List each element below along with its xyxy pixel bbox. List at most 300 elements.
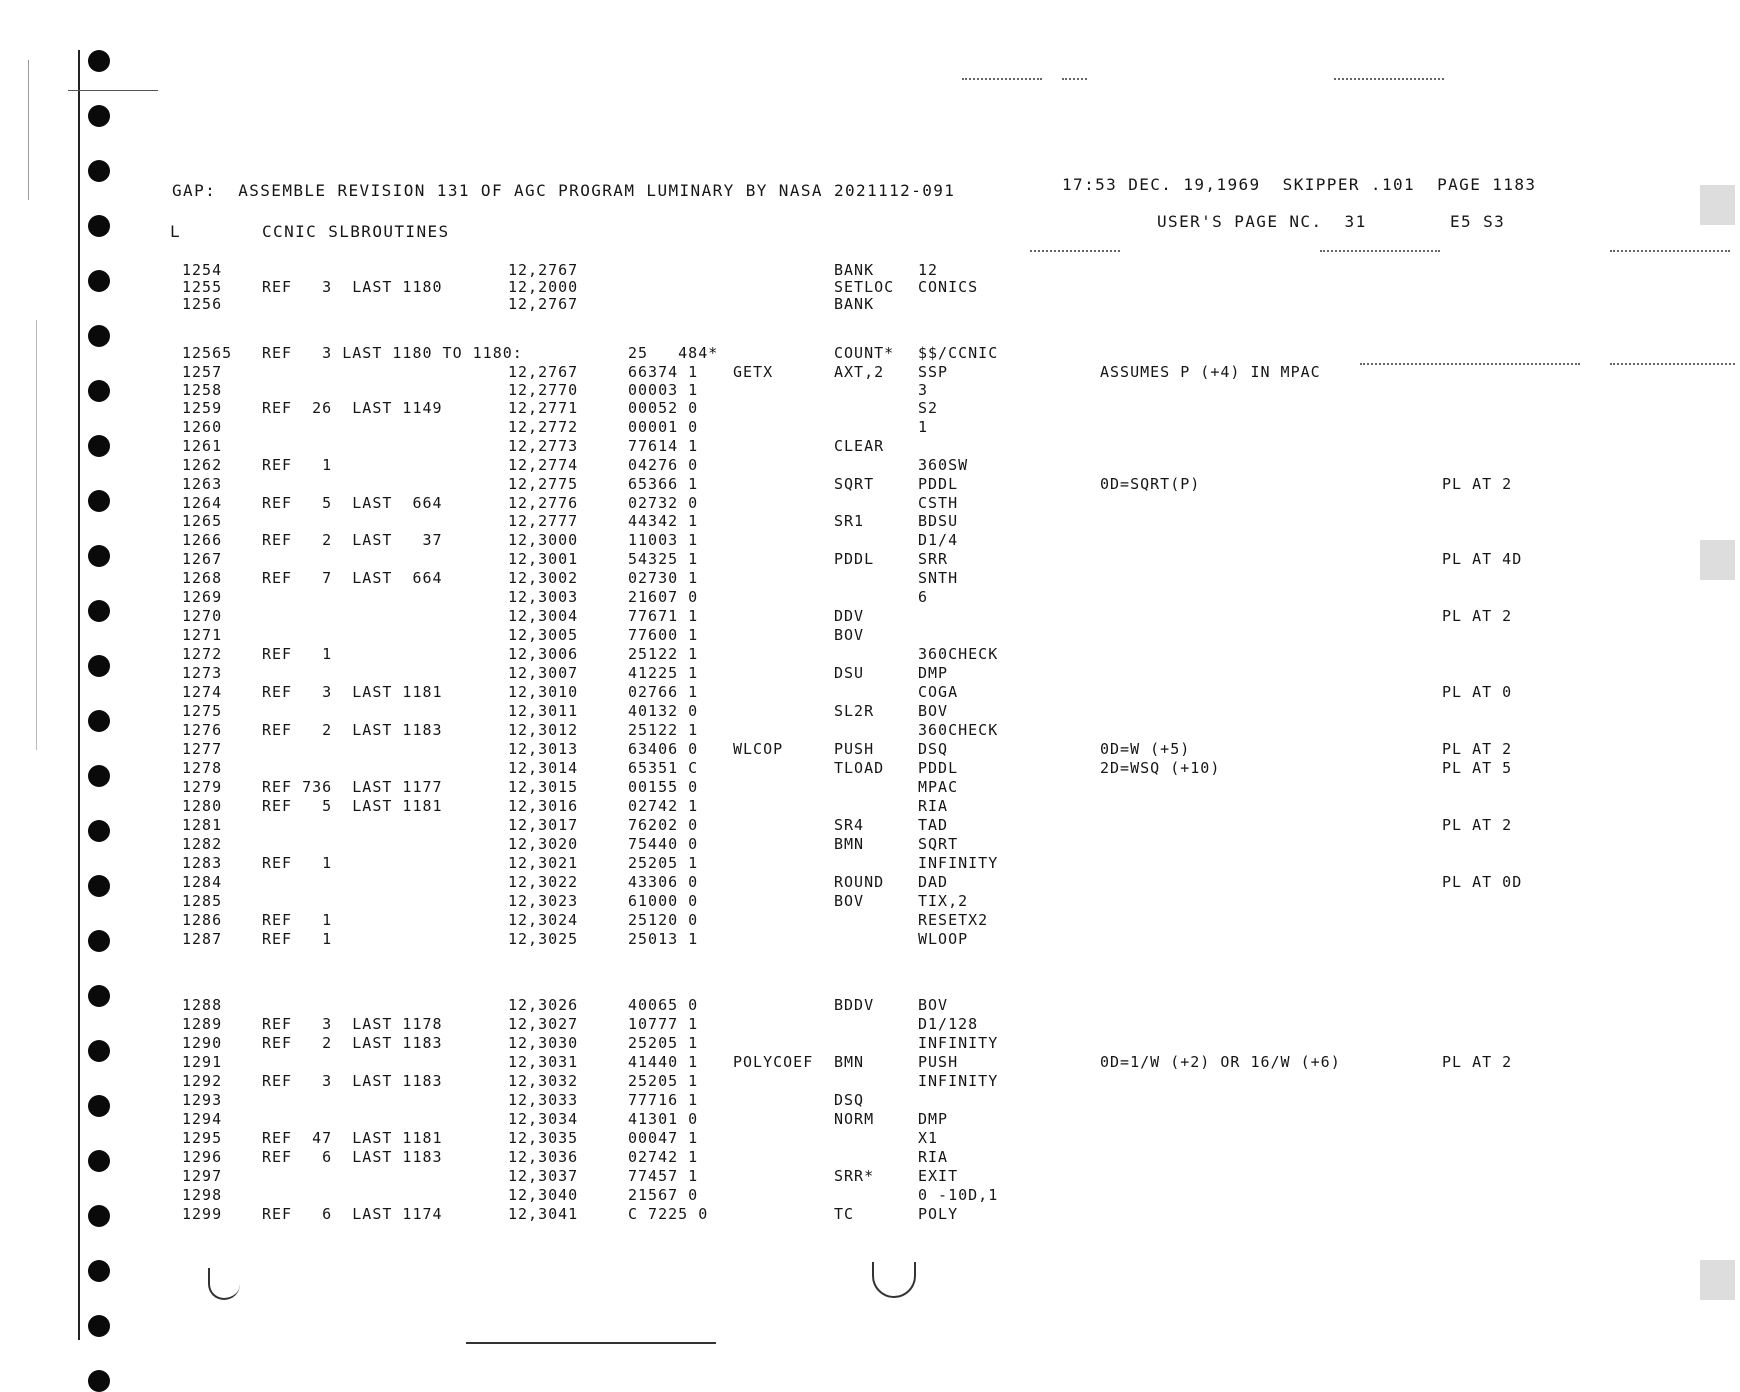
octal-word: 61000 0 [628, 892, 699, 910]
push-list-note: PL AT 2 [1442, 607, 1513, 625]
opcode: COUNT* [834, 344, 895, 362]
push-list-note: PL AT 2 [1442, 740, 1513, 758]
sequence-number: 1276 [182, 721, 223, 739]
listing-row [0, 1092, 1740, 1111]
location: 12,3033 [508, 1091, 579, 1109]
location: 12,3037 [508, 1167, 579, 1185]
octal-word: 25205 1 [628, 1072, 699, 1090]
location: 12,3023 [508, 892, 579, 910]
reference-note: REF 2 LAST 37 [262, 531, 443, 549]
sprocket-hole [88, 1315, 110, 1337]
sprocket-hole [88, 1260, 110, 1282]
operand: X1 [918, 1129, 939, 1147]
octal-word: 02732 0 [628, 494, 699, 512]
opcode: AXT,2 [834, 363, 885, 381]
listing-row [0, 817, 1740, 836]
sequence-number: 1290 [182, 1034, 223, 1052]
punch-arc [208, 1268, 240, 1300]
listing-row [0, 760, 1740, 779]
push-list-note: PL AT 2 [1442, 475, 1513, 493]
operand: 360SW [918, 456, 969, 474]
listing-row [0, 608, 1740, 627]
octal-word: 25205 1 [628, 854, 699, 872]
opcode: SETLOC [834, 278, 895, 296]
octal-word: 21607 0 [628, 588, 699, 606]
opcode: BMN [834, 835, 865, 853]
octal-word: 54325 1 [628, 550, 699, 568]
sprocket-hole [88, 1370, 110, 1392]
push-list-note: PL AT 2 [1442, 816, 1513, 834]
operand: 1 [918, 418, 929, 436]
listing-row [0, 1073, 1740, 1092]
listing-row [0, 1149, 1740, 1168]
sequence-number: 1274 [182, 683, 223, 701]
comment: 0D=W (+5) [1100, 740, 1191, 758]
location: 12,3017 [508, 816, 579, 834]
reference-note: REF 1 [262, 645, 333, 663]
listing-row [0, 1016, 1740, 1035]
octal-word: 00003 1 [628, 381, 699, 399]
header-title: GAP: ASSEMBLE REVISION 131 OF AGC PROGRAM LUMINARY BY NASA 2021112-091 [172, 181, 956, 200]
sequence-number: 1254 [182, 261, 223, 279]
instruction-label: POLYCOEF [733, 1053, 814, 1071]
sequence-number: 1267 [182, 550, 223, 568]
octal-word: 66374 1 [628, 363, 699, 381]
push-list-note: PL AT 5 [1442, 759, 1513, 777]
operand: D1/4 [918, 531, 959, 549]
location: 12,3004 [508, 607, 579, 625]
sequence-number: 1258 [182, 381, 223, 399]
location: 12,2771 [508, 399, 579, 417]
sequence-number: 1255 [182, 278, 223, 296]
octal-word: 00001 0 [628, 418, 699, 436]
opcode: DSU [834, 664, 865, 682]
reference-note: REF 1 [262, 854, 333, 872]
operand: CONICS [918, 278, 979, 296]
reference-note: REF 26 LAST 1149 [262, 399, 443, 417]
operand: INFINITY [918, 854, 999, 872]
opcode: SL2R [834, 702, 875, 720]
reference-note: REF 2 LAST 1183 [262, 721, 443, 739]
listing-row [0, 836, 1740, 855]
location: 12,2767 [508, 295, 579, 313]
sequence-number: 1264 [182, 494, 223, 512]
sprocket-hole [88, 325, 110, 347]
opcode: BANK [834, 261, 875, 279]
listing-row [0, 438, 1740, 457]
location: 12,3001 [508, 550, 579, 568]
opcode: CLEAR [834, 437, 885, 455]
opcode: DDV [834, 607, 865, 625]
listing-row [0, 722, 1740, 741]
operand: CSTH [918, 494, 959, 512]
sprocket-hole [88, 215, 110, 237]
reference-note: REF 1 [262, 930, 333, 948]
operand: D1/128 [918, 1015, 979, 1033]
location: 12,3024 [508, 911, 579, 929]
print-mark [1610, 250, 1730, 253]
operand: INFINITY [918, 1034, 999, 1052]
listing-row [0, 589, 1740, 608]
users-page-number: USER'S PAGE NC. 31 [1157, 212, 1367, 231]
location: 12,3010 [508, 683, 579, 701]
octal-word: 76202 0 [628, 816, 699, 834]
octal-word: 25205 1 [628, 1034, 699, 1052]
operand: DMP [918, 664, 949, 682]
operand: DAD [918, 873, 949, 891]
listing-row [0, 798, 1740, 817]
sequence-number: 1269 [182, 588, 223, 606]
operand: TIX,2 [918, 892, 969, 910]
location: 12,2772 [508, 418, 579, 436]
margin-rule-outer [28, 60, 29, 200]
listing-row [0, 400, 1740, 419]
operand: EXIT [918, 1167, 959, 1185]
operand: 3 [918, 381, 929, 399]
octal-word: 63406 0 [628, 740, 699, 758]
operand: 0 -10D,1 [918, 1186, 999, 1204]
listing-row [0, 570, 1740, 589]
sequence-number: 1260 [182, 418, 223, 436]
location: 12,3026 [508, 996, 579, 1014]
octal-word: 77457 1 [628, 1167, 699, 1185]
location: 12,2767 [508, 261, 579, 279]
listing-row [0, 296, 1740, 315]
octal-word: 65366 1 [628, 475, 699, 493]
sequence-number: 1292 [182, 1072, 223, 1090]
listing-row [0, 741, 1740, 760]
location: 12,2770 [508, 381, 579, 399]
operand: WLOOP [918, 930, 969, 948]
reference-note: REF 1 [262, 456, 333, 474]
sequence-number: 1284 [182, 873, 223, 891]
listing-row [0, 1054, 1740, 1073]
print-mark [1334, 78, 1444, 81]
sequence-number: 1275 [182, 702, 223, 720]
listing-row [0, 855, 1740, 874]
sequence-number: 1293 [182, 1091, 223, 1109]
sprocket-hole [88, 160, 110, 182]
opcode: SQRT [834, 475, 875, 493]
section-title: CCNIC SLBROUTINES [262, 222, 450, 241]
octal-word: 43306 0 [628, 873, 699, 891]
location: 12,3006 [508, 645, 579, 663]
sequence-number: 1285 [182, 892, 223, 910]
sequence-number: 1282 [182, 835, 223, 853]
listing-row [0, 997, 1740, 1016]
operand: MPAC [918, 778, 959, 796]
operand: RIA [918, 797, 949, 815]
octal-word: 25013 1 [628, 930, 699, 948]
location: 12,2000 [508, 278, 579, 296]
listing-row [0, 495, 1740, 514]
location: 12,3027 [508, 1015, 579, 1033]
listing-row [0, 665, 1740, 684]
operand: RIA [918, 1148, 949, 1166]
sprocket-hole [88, 105, 110, 127]
location: 12,3031 [508, 1053, 579, 1071]
sequence-number: 1261 [182, 437, 223, 455]
sequence-number: 1296 [182, 1148, 223, 1166]
operand: DSQ [918, 740, 949, 758]
opcode: SR1 [834, 512, 865, 530]
location: 12,3025 [508, 930, 579, 948]
listing-row [0, 1111, 1740, 1130]
octal-word: 77716 1 [628, 1091, 699, 1109]
octal-word: 25122 1 [628, 645, 699, 663]
sequence-number: 1259 [182, 399, 223, 417]
reference-note: REF 3 LAST 1178 [262, 1015, 443, 1033]
instruction-label: WLCOP [733, 740, 784, 758]
octal-word: 25120 0 [628, 911, 699, 929]
operand: POLY [918, 1205, 959, 1223]
octal-word: 44342 1 [628, 512, 699, 530]
sequence-number: 1281 [182, 816, 223, 834]
listing-row [0, 646, 1740, 665]
listing-row [0, 419, 1740, 438]
listing-row [0, 912, 1740, 931]
reference-note: REF 5 LAST 664 [262, 494, 443, 512]
sequence-number: 1294 [182, 1110, 223, 1128]
sequence-number: 1257 [182, 363, 223, 381]
octal-word: 04276 0 [628, 456, 699, 474]
location: 12,3015 [508, 778, 579, 796]
location: 12,3021 [508, 854, 579, 872]
opcode: BMN [834, 1053, 865, 1071]
print-mark [1030, 250, 1120, 253]
opcode: DSQ [834, 1091, 865, 1109]
operand: COGA [918, 683, 959, 701]
reference-note: REF 6 LAST 1183 [262, 1148, 443, 1166]
location: 12,3011 [508, 702, 579, 720]
operand: TAD [918, 816, 949, 834]
opcode: NORM [834, 1110, 875, 1128]
print-mark [962, 78, 1042, 81]
sequence-number: 1278 [182, 759, 223, 777]
operand: INFINITY [918, 1072, 999, 1090]
octal-word: 75440 0 [628, 835, 699, 853]
location: 12,3034 [508, 1110, 579, 1128]
location: 12,3014 [508, 759, 579, 777]
opcode: SRR* [834, 1167, 875, 1185]
octal-word: 02742 1 [628, 797, 699, 815]
header-date-page: 17:53 DEC. 19,1969 SKIPPER .101 PAGE 1183 [1062, 175, 1537, 194]
sequence-number: 1297 [182, 1167, 223, 1185]
operand: 360CHECK [918, 721, 999, 739]
edge-smudge [1700, 185, 1735, 225]
listing-row [0, 893, 1740, 912]
location: 12,2774 [508, 456, 579, 474]
octal-word: 02766 1 [628, 683, 699, 701]
location: 12,3013 [508, 740, 579, 758]
opcode: BDDV [834, 996, 875, 1014]
location: 12,3032 [508, 1072, 579, 1090]
sequence-number: 1263 [182, 475, 223, 493]
opcode: BOV [834, 626, 865, 644]
listing-row [0, 457, 1740, 476]
listing-row [0, 513, 1740, 532]
octal-word: 65351 C [628, 759, 699, 777]
location: 12,3000 [508, 531, 579, 549]
print-mark [1062, 78, 1087, 81]
opcode: BANK [834, 295, 875, 313]
sequence-number: 1273 [182, 664, 223, 682]
location: 12,3040 [508, 1186, 579, 1204]
sequence-number: 1298 [182, 1186, 223, 1204]
octal-word: 77600 1 [628, 626, 699, 644]
listing-row [0, 551, 1740, 570]
comment: ASSUMES P (+4) IN MPAC [1100, 363, 1321, 381]
comment: 0D=1/W (+2) OR 16/W (+6) [1100, 1053, 1341, 1071]
location: 12,3022 [508, 873, 579, 891]
reference-note: REF 7 LAST 664 [262, 569, 443, 587]
listing-row [0, 1187, 1740, 1206]
listing-row [0, 684, 1740, 703]
octal-word: 11003 1 [628, 531, 699, 549]
listing-row [0, 1168, 1740, 1187]
listing-row [0, 779, 1740, 798]
edge-smudge [1700, 1260, 1735, 1300]
octal-word: 25 484* [628, 344, 719, 362]
push-list-note: PL AT 2 [1442, 1053, 1513, 1071]
listing-row [0, 1206, 1740, 1225]
location: 12,3041 [508, 1205, 579, 1223]
operand: RESETX2 [918, 911, 989, 929]
location: 12,3020 [508, 835, 579, 853]
operand: PDDL [918, 475, 959, 493]
sequence-number: 1256 [182, 295, 223, 313]
location: 12,3016 [508, 797, 579, 815]
octal-word: 41225 1 [628, 664, 699, 682]
octal-word: C 7225 0 [628, 1205, 709, 1223]
octal-word: 40132 0 [628, 702, 699, 720]
opcode: TC [834, 1205, 855, 1223]
operand: $$/CCNIC [918, 344, 999, 362]
users-page-code: E5 S3 [1450, 212, 1506, 231]
operand: SQRT [918, 835, 959, 853]
instruction-label: GETX [733, 363, 774, 381]
opcode: PDDL [834, 550, 875, 568]
location: 12,3036 [508, 1148, 579, 1166]
listing-row [0, 382, 1740, 401]
operand: PUSH [918, 1053, 959, 1071]
listing-row [0, 1130, 1740, 1149]
reference-note: REF 1 [262, 911, 333, 929]
listing-row [0, 874, 1740, 893]
operand: 12 [918, 261, 939, 279]
opcode: TLOAD [834, 759, 885, 777]
listing-row [0, 345, 1740, 364]
location: 12,3030 [508, 1034, 579, 1052]
octal-word: 00155 0 [628, 778, 699, 796]
opcode: BOV [834, 892, 865, 910]
sequence-number: 1287 [182, 930, 223, 948]
listing-row [0, 476, 1740, 495]
location: 12,3002 [508, 569, 579, 587]
bottom-rule [466, 1342, 716, 1344]
opcode: SR4 [834, 816, 865, 834]
operand: 6 [918, 588, 929, 606]
octal-word: 02730 1 [628, 569, 699, 587]
sequence-number: 1289 [182, 1015, 223, 1033]
operand: BOV [918, 702, 949, 720]
octal-word: 41440 1 [628, 1053, 699, 1071]
listing-row [0, 1035, 1740, 1054]
listing-row [0, 532, 1740, 551]
listing-row [0, 364, 1740, 383]
operand: 360CHECK [918, 645, 999, 663]
sequence-number: 1283 [182, 854, 223, 872]
operand: PDDL [918, 759, 959, 777]
location: 12,3003 [508, 588, 579, 606]
reference-note: REF 6 LAST 1174 [262, 1205, 443, 1223]
location: 12,3007 [508, 664, 579, 682]
sequence-number: 1279 [182, 778, 223, 796]
reference-note: REF 47 LAST 1181 [262, 1129, 443, 1147]
reference-note: REF 736 LAST 1177 [262, 778, 443, 796]
sequence-number: 1268 [182, 569, 223, 587]
reference-note: REF 5 LAST 1181 [262, 797, 443, 815]
comment: 2D=WSQ (+10) [1100, 759, 1221, 777]
sequence-number: 1272 [182, 645, 223, 663]
operand: SRR [918, 550, 949, 568]
octal-word: 77614 1 [628, 437, 699, 455]
sequence-number: 1265 [182, 512, 223, 530]
opcode: PUSH [834, 740, 875, 758]
operand: BDSU [918, 512, 959, 530]
octal-word: 40065 0 [628, 996, 699, 1014]
location: 12,2777 [508, 512, 579, 530]
octal-word: 00052 0 [628, 399, 699, 417]
location: 12,2776 [508, 494, 579, 512]
comment: 0D=SQRT(P) [1100, 475, 1201, 493]
sequence-number: 1299 [182, 1205, 223, 1223]
sequence-number: 12565 [182, 344, 233, 362]
listing-row [0, 703, 1740, 722]
operand: SSP [918, 363, 949, 381]
sequence-number: 1286 [182, 911, 223, 929]
location: 12,2775 [508, 475, 579, 493]
opcode: ROUND [834, 873, 885, 891]
print-mark [1320, 250, 1440, 253]
sprocket-hole [88, 50, 110, 72]
top-rule [68, 90, 158, 91]
sequence-number: 1291 [182, 1053, 223, 1071]
octal-word: 77671 1 [628, 607, 699, 625]
sequence-number: 1271 [182, 626, 223, 644]
operand: S2 [918, 399, 939, 417]
location: 12,3035 [508, 1129, 579, 1147]
listing-row [0, 931, 1740, 950]
sequence-number: 1295 [182, 1129, 223, 1147]
operand: BOV [918, 996, 949, 1014]
sequence-number: 1288 [182, 996, 223, 1014]
sequence-number: 1262 [182, 456, 223, 474]
reference-note: REF 3 LAST 1181 [262, 683, 443, 701]
operand: DMP [918, 1110, 949, 1128]
reference-note: REF 3 LAST 1183 [262, 1072, 443, 1090]
operand: SNTH [918, 569, 959, 587]
listing-row [0, 627, 1740, 646]
octal-word: 41301 0 [628, 1110, 699, 1128]
octal-word: 00047 1 [628, 1129, 699, 1147]
location: 12,3005 [508, 626, 579, 644]
octal-word: 02742 1 [628, 1148, 699, 1166]
reference-note: REF 3 LAST 1180 [262, 278, 443, 296]
octal-word: 25122 1 [628, 721, 699, 739]
sequence-number: 1277 [182, 740, 223, 758]
section-marker: L [170, 222, 182, 241]
